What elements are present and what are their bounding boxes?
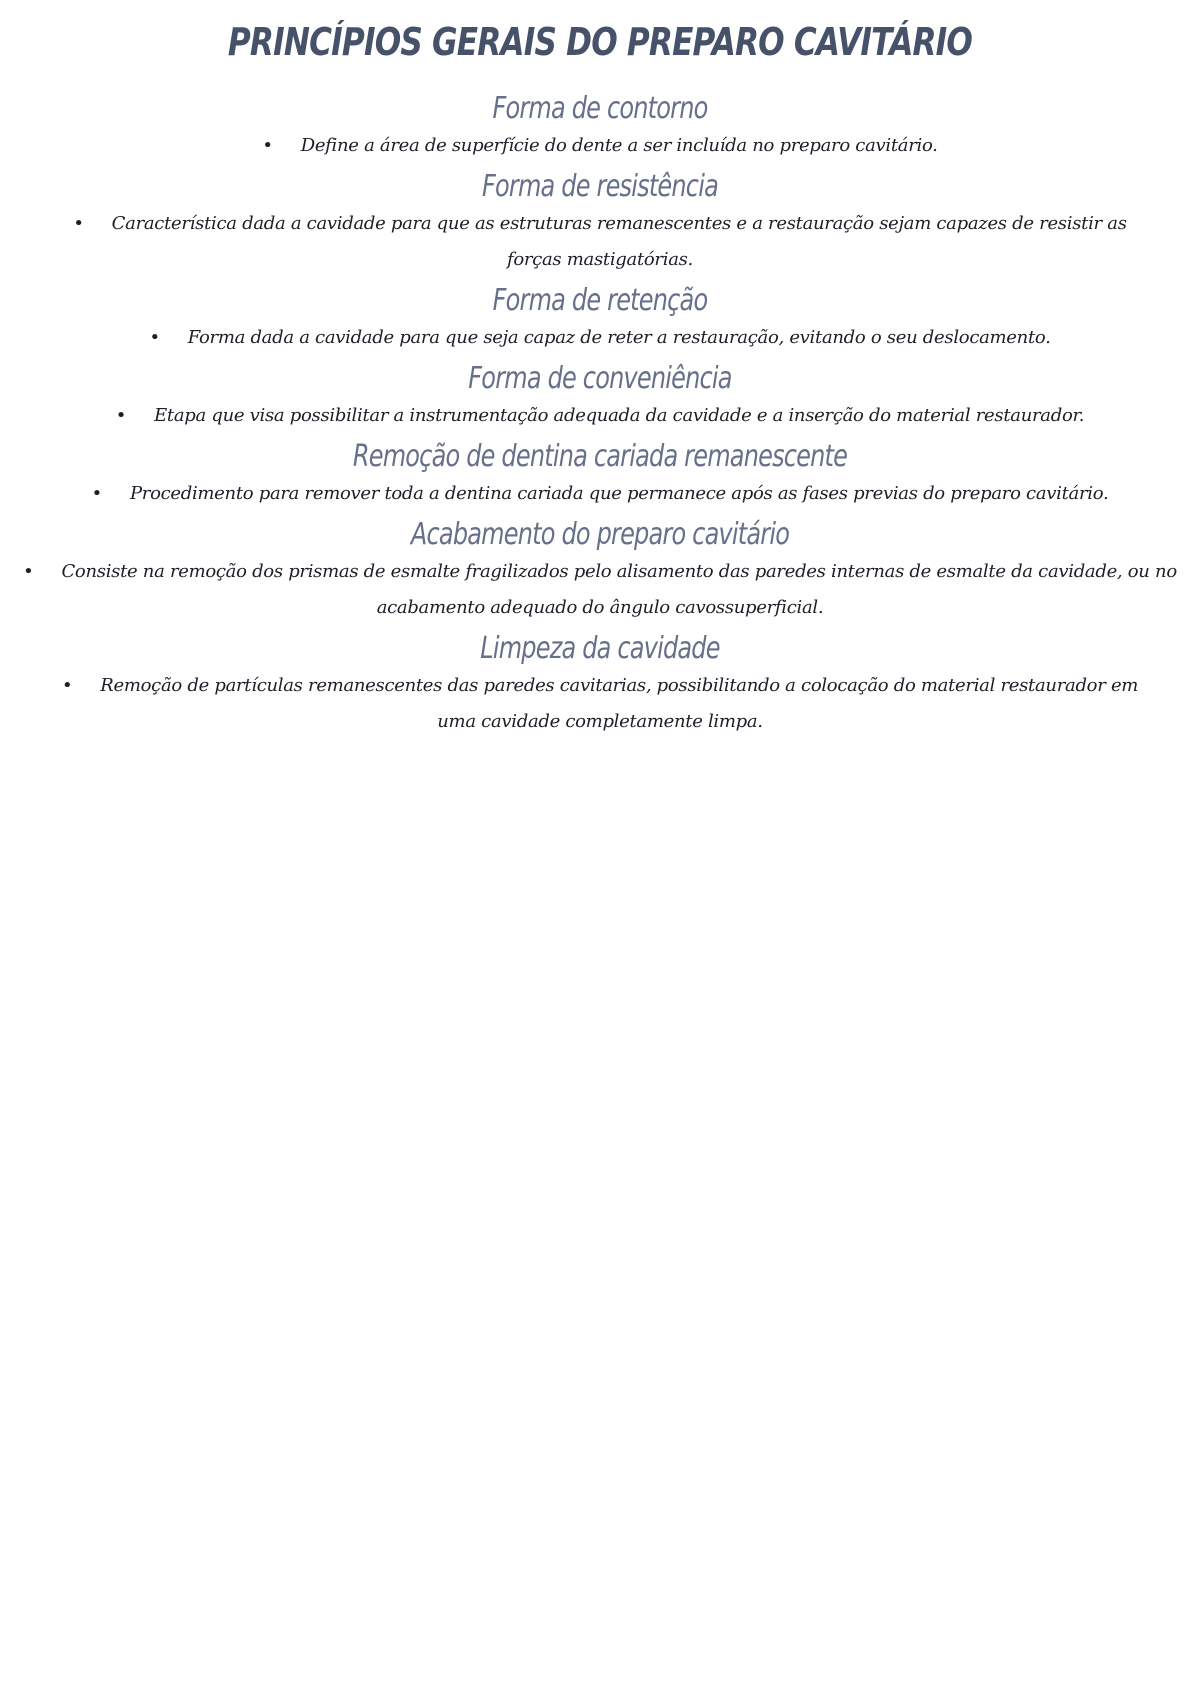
section-heading: Forma de contorno — [492, 91, 708, 126]
bullet-list — [0, 668, 1200, 740]
section-remocao-dentina-cariada — [0, 438, 1200, 512]
section-forma-de-contorno — [0, 90, 1200, 164]
page-title: PRINCÍPIOS GERAIS DO PREPARO CAVITÁRIO — [227, 20, 973, 64]
bullet-list — [0, 398, 1200, 434]
bullet-list — [0, 206, 1200, 278]
section-heading: Forma de retenção — [492, 283, 708, 318]
bullet-list — [0, 554, 1200, 626]
section-heading: Forma de conveniência — [468, 361, 732, 396]
bullet-item: • Procedimento para remover toda a dentina cariada que permanece após as fases previas do preparo cavitário. — [0, 476, 1200, 512]
bullet-item: • Remoção de partículas remanescentes das paredes cavitarias, possibilitando a colocação do material restaurador em uma cavidade completamente limpa. — [50, 668, 1150, 740]
section-forma-de-conveniencia — [0, 360, 1200, 434]
bullet-item: • Etapa que visa possibilitar a instrumentação adequada da cavidade e a inserção do material restaurador. — [0, 398, 1200, 434]
bullet-item: • Consiste na remoção dos prismas de esmalte fragilizados pelo alisamento das paredes internas de esmalte da cavidade, ou no acabamento adequado do ângulo cavossuperficial. — [0, 554, 1200, 626]
bullet-item: • Define a área de superfície do dente a ser incluída no preparo cavitário. — [0, 128, 1200, 164]
section-limpeza-cavidade — [0, 630, 1200, 740]
section-heading: Acabamento do preparo cavitário — [410, 517, 790, 552]
section-heading: Limpeza da cavidade — [480, 631, 720, 666]
section-acabamento-preparo — [0, 516, 1200, 626]
bullet-item: • Característica dada a cavidade para que as estruturas remanescentes e a restauração sejam capazes de resistir as forças mastigatórias. — [50, 206, 1150, 278]
bullet-list — [0, 476, 1200, 512]
section-heading: Forma de resistência — [482, 169, 718, 204]
bullet-list — [0, 128, 1200, 164]
section-forma-de-resistencia — [0, 168, 1200, 278]
section-forma-de-retencao — [0, 282, 1200, 356]
section-heading: Remoção de dentina cariada remanescente — [352, 439, 848, 474]
bullet-list — [0, 320, 1200, 356]
bullet-item: • Forma dada a cavidade para que seja capaz de reter a restauração, evitando o seu deslocamento. — [0, 320, 1200, 356]
